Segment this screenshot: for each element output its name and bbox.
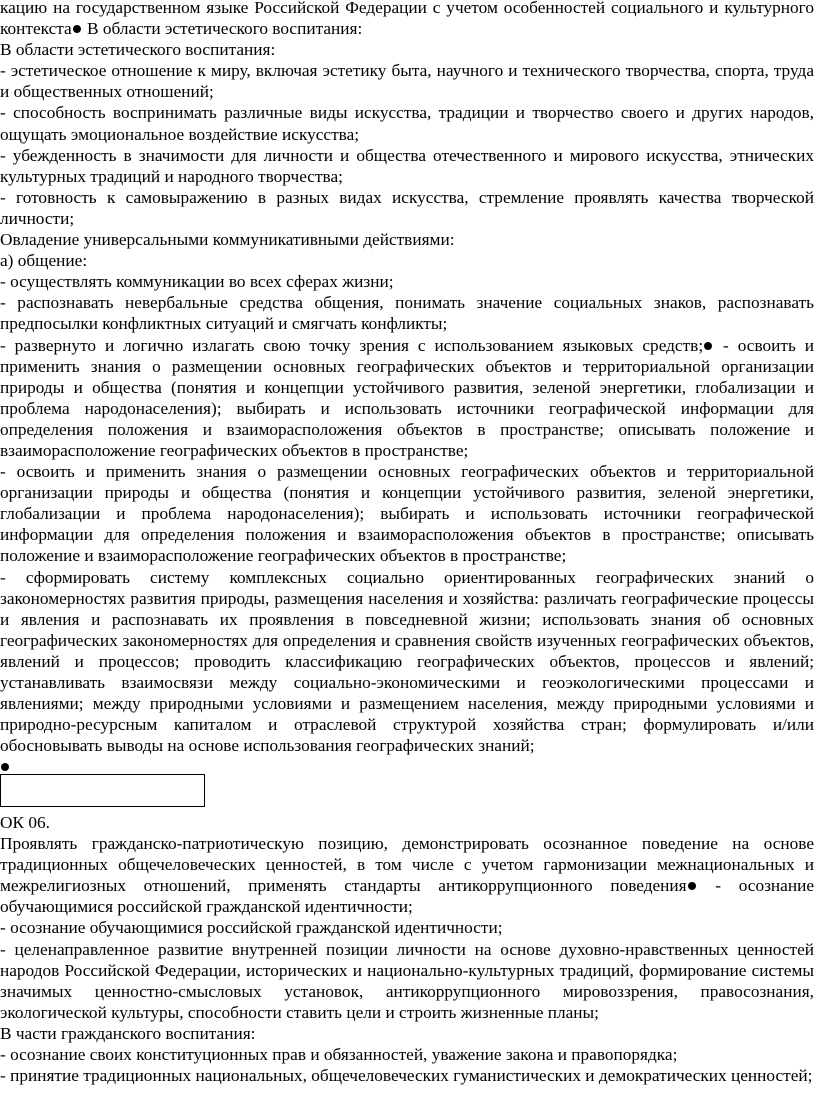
paragraph-text: кацию на государственном языке Российской Федерации с учетом особенностей социального и культурного контекста [0,0,814,39]
paragraph [0,0,814,39]
paragraph: - освоить и применить знания о размещении основных географических объектов и территориальной организации природы и общества (понятия и концепции устойчивого развития, зеленой энергетики, глобализации и проблема народонаселения); выбирать и использовать источники географической информации для определения положения и взаиморасположения объектов в пространстве; описывать положение и взаиморасположение географических объектов в пространстве; [0,462,814,566]
section-heading: В части гражданского воспитания: [0,1023,256,1043]
text-block-ok06 [0,812,814,1086]
paragraph: - способность воспринимать различные виды искусства, традиции и творчество своего и других народов, ощущать эмоциональное воздействие искусства; [0,103,814,144]
bullet-icon [704,342,712,350]
paragraph [0,335,814,462]
section-heading: Овладение универсальными коммуникативными действиями: [0,230,455,250]
paragraph-text: Проявлять гражданско-патриотическую позицию, демонстрировать осознанное поведение на основе традиционных общечеловеческих ценностей, в том числе с учетом гармонизации межнациональных и межрелигиозных отношений, применять стандарты антикоррупционного поведения [0,834,814,896]
paragraph-text: - осознание обучающимися российской гражданской идентичности; [0,876,814,917]
empty-table-cell [0,774,205,807]
paragraph: - осознание своих конституционных прав и обязанностей, уважение закона и правопорядка; [0,1045,678,1065]
bullet-icon [688,882,696,890]
bullet-icon [1,763,9,771]
paragraph: - распознавать невербальные средства общения, понимать значение социальных знаков, распознавать предпосылки конфликтных ситуаций и смягчать конфликты; [0,293,814,334]
bullet-icon [73,25,81,33]
paragraph-text: - развернуто и логично излагать свою точку зрения с использованием языковых средств; [0,335,704,355]
paragraph: В области эстетического воспитания: [0,40,276,60]
competency-code: ОК 06. [0,813,50,832]
paragraph-text: В области эстетического воспитания: [82,19,363,39]
paragraph: - готовность к самовыражению в разных видах искусства, стремление проявлять качества творческой личности; [0,187,814,228]
paragraph: - убежденность в значимости для личности и общества отечественного и мирового искусства, этнических культурных традиций и народного творчества; [0,145,814,186]
paragraph: - сформировать систему комплексных социально ориентированных географических знаний о закономерностях развития природы, размещения населения и хозяйства: различать географические процессы и явления и распознавать их проявления в повседневной жизни; использовать знания об основных географических закономерностях для определения и сравнения свойств изученных географических объектов, явлений и процессов; проводить классификацию географических объектов, процессов и явлений; устанавливать взаимосвязи между социально-экономическими и геоэкологическими процессами и явлениями; между природными условиями и размещением населения, между природными условиями и природно-ресурсным капиталом и отраслевой структурой хозяйства стран; формулировать и/или обосновывать выводы на основе использования географических знаний; [0,567,814,756]
paragraph: - принятие традиционных национальных, общечеловеческих гуманистических и демократических ценностей; [0,1066,813,1086]
paragraph: - осознание обучающимися российской гражданской идентичности; [0,918,503,938]
paragraph: - целенаправленное развитие внутренней позиции личности на основе духовно-нравственных ценностей народов Российской Федерации, исторических и национально-культурных традиций, формирование системы значимых ценностно-смысловых установок, антикоррупционного мировоззрения, правосознания, экологической культуры, способности ставить цели и строить жизненные планы; [0,939,814,1022]
paragraph-text: - освоить и применить знания о размещении основных географических объектов и территориальной организации природы и общества (понятия и концепции устойчивого развития, зеленой энергетики, глобализации и проблема народонаселения); выбирать и использовать источники географической информации для определения положения и взаиморасположения объектов в пространстве; описывать положение и взаиморасположение географических объектов в пространстве; [0,335,814,460]
paragraph: - эстетическое отношение к миру, включая эстетику быта, научного и технического творчества, спорта, труда и общественных отношений; [0,61,814,102]
subheading: а) общение: [0,251,88,271]
paragraph: - осуществлять коммуникации во всех сферах жизни; [0,272,394,292]
paragraph [0,833,814,917]
